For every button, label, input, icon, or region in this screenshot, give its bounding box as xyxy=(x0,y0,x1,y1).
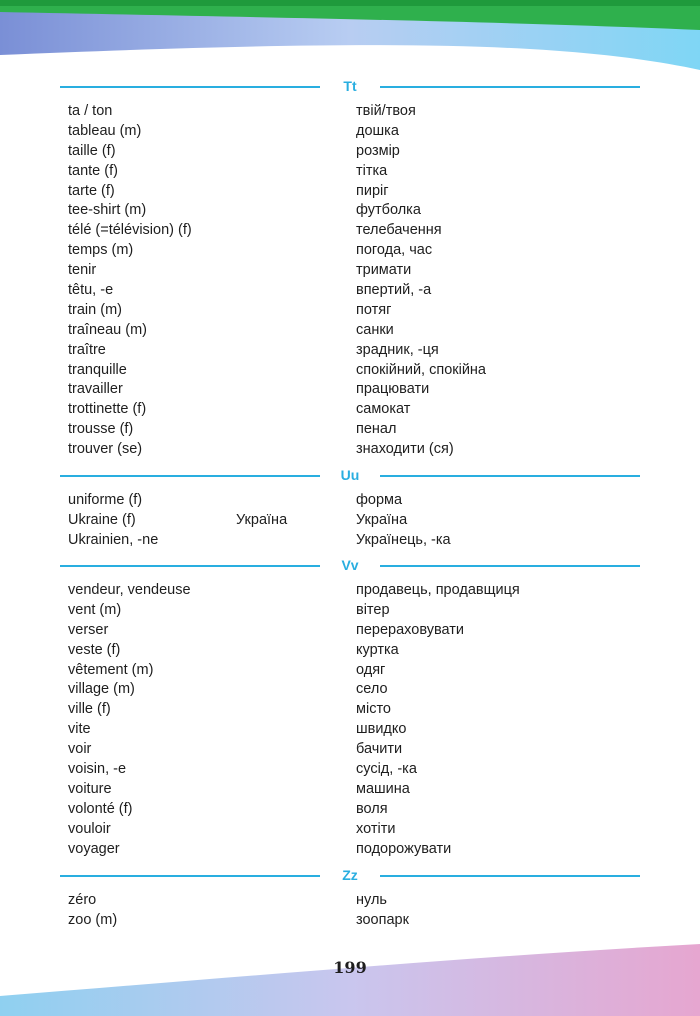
french-word: verser xyxy=(68,621,109,638)
entry-row xyxy=(0,182,700,202)
ukrainian-translation: впертий, -а xyxy=(356,282,432,299)
entry-row xyxy=(0,800,700,820)
ukrainian-translation: вітер xyxy=(356,601,390,618)
divider-line xyxy=(60,475,320,477)
entry-row xyxy=(0,102,700,122)
french-word: temps (m) xyxy=(68,242,134,259)
entry-row xyxy=(0,201,700,221)
section-letter: Tt xyxy=(343,78,357,94)
entry-row xyxy=(0,221,700,241)
french-word: vouloir xyxy=(68,820,111,837)
section-header-u xyxy=(60,465,640,485)
entry-row xyxy=(0,241,700,261)
french-word: voisin, -e xyxy=(68,761,127,778)
entry-row xyxy=(0,261,700,281)
entry-row xyxy=(0,680,700,700)
ukrainian-translation: подорожувати xyxy=(356,840,452,857)
ukrainian-translation: футболка xyxy=(356,202,421,219)
ukrainian-translation: розмір xyxy=(356,142,400,159)
entry-row xyxy=(0,840,700,860)
french-word: voiture xyxy=(68,780,112,797)
entry-row xyxy=(0,281,700,301)
ukrainian-translation: тримати xyxy=(356,262,412,279)
french-word: trouver (se) xyxy=(68,441,143,458)
entry-row xyxy=(0,641,700,661)
french-word: vendeur, vendeuse xyxy=(68,582,191,598)
french-word: voir xyxy=(68,741,92,758)
ukrainian-translation: потяг xyxy=(356,301,392,318)
entries-u xyxy=(0,491,700,551)
section-header-z xyxy=(60,865,640,885)
french-word: trottinette (f) xyxy=(68,401,147,418)
french-word: village (m) xyxy=(68,681,135,698)
entry-row xyxy=(0,661,700,681)
top-decorative-band xyxy=(0,0,700,80)
entry-row xyxy=(0,700,700,720)
ukrainian-translation: знаходити (ся) xyxy=(356,441,454,458)
section-letter: Uu xyxy=(340,467,360,483)
french-word: tarte (f) xyxy=(68,182,115,199)
entries-v xyxy=(0,581,700,859)
french-word: tee-shirt (m) xyxy=(68,202,147,219)
entry-row xyxy=(0,361,700,381)
ukrainian-translation: бачити xyxy=(356,741,403,758)
entry-row xyxy=(0,440,700,460)
french-word: veste (f) xyxy=(68,641,121,658)
entry-row xyxy=(0,820,700,840)
french-word: tranquille xyxy=(68,361,127,378)
entry-row xyxy=(0,511,700,531)
section-header-v xyxy=(60,555,640,575)
entry-row xyxy=(0,491,700,511)
french-word: volonté (f) xyxy=(68,800,133,817)
entry-row xyxy=(0,621,700,641)
ukrainian-translation: зрадник, -ця xyxy=(356,341,439,358)
french-word: vite xyxy=(68,721,91,738)
french-word: trousse (f) xyxy=(68,421,134,438)
entry-row xyxy=(0,531,700,551)
divider-line xyxy=(60,86,320,88)
ukrainian-translation: погода, час xyxy=(356,242,433,259)
entry-row xyxy=(0,740,700,760)
ukrainian-translation: місто xyxy=(356,701,391,718)
french-word: traître xyxy=(68,341,106,358)
french-word: travailler xyxy=(68,381,123,398)
entry-row xyxy=(0,720,700,740)
french-word: ta / ton xyxy=(68,103,113,119)
french-word: Ukraine (f) xyxy=(68,511,136,528)
ukrainian-translation: Українець, -ка xyxy=(356,531,451,548)
entry-row xyxy=(0,122,700,142)
ukrainian-translation: пиріг xyxy=(356,182,389,199)
section-letter: Zz xyxy=(342,867,358,883)
entry-row xyxy=(0,601,700,621)
divider-line xyxy=(60,565,320,567)
ukrainian-translation: воля xyxy=(356,800,388,817)
ukrainian-translation: швидко xyxy=(356,721,407,738)
ukrainian-translation: форма xyxy=(356,492,403,508)
ukrainian-translation: самокат xyxy=(356,401,411,418)
french-word: tableau (m) xyxy=(68,122,142,139)
entry-row xyxy=(0,301,700,321)
french-word: tenir xyxy=(68,262,97,279)
ukrainian-translation: нуль xyxy=(356,892,387,908)
section-header-t xyxy=(60,76,640,96)
french-word: télé (=télévision) (f) xyxy=(68,222,192,239)
entry-row xyxy=(0,420,700,440)
divider-line xyxy=(380,475,640,477)
entry-row xyxy=(0,400,700,420)
entry-row xyxy=(0,341,700,361)
entry-row xyxy=(0,162,700,182)
divider-line xyxy=(60,875,320,877)
ukrainian-translation: твій/твоя xyxy=(356,103,416,119)
entry-row xyxy=(0,911,700,931)
page-number: 199 xyxy=(333,958,367,977)
french-word: tante (f) xyxy=(68,162,118,179)
divider-line xyxy=(380,875,640,877)
ukrainian-translation: Україна xyxy=(356,511,408,528)
ukrainian-translation: одяг xyxy=(356,661,386,678)
french-word: taille (f) xyxy=(68,142,116,159)
french-word: zéro xyxy=(68,892,97,908)
ukrainian-translation: сусід, -ка xyxy=(356,761,417,778)
entry-row xyxy=(0,780,700,800)
ukrainian-translation: куртка xyxy=(356,641,399,658)
middle-note: Україна xyxy=(236,511,288,528)
ukrainian-translation: пенал xyxy=(356,421,397,438)
french-word: ville (f) xyxy=(68,701,111,718)
ukrainian-translation: працювати xyxy=(356,381,430,398)
french-word: traîneau (m) xyxy=(68,321,147,338)
ukrainian-translation: санки xyxy=(356,321,394,338)
french-word: Ukrainien, -ne xyxy=(68,531,159,548)
french-word: voyager xyxy=(68,840,120,857)
ukrainian-translation: продавець, продавщиця xyxy=(356,582,520,598)
ukrainian-translation: тітка xyxy=(356,162,388,179)
french-word: zoo (m) xyxy=(68,911,118,928)
ukrainian-translation: перераховувати xyxy=(356,621,464,638)
entry-row xyxy=(0,321,700,341)
entry-row xyxy=(0,891,700,911)
ukrainian-translation: хотіти xyxy=(356,820,396,837)
entry-row xyxy=(0,760,700,780)
ukrainian-translation: село xyxy=(356,681,388,698)
entry-row xyxy=(0,380,700,400)
divider-line xyxy=(380,565,640,567)
french-word: train (m) xyxy=(68,301,122,318)
entry-row xyxy=(0,581,700,601)
ukrainian-translation: машина xyxy=(356,780,410,797)
french-word: vent (m) xyxy=(68,601,122,618)
ukrainian-translation: зоопарк xyxy=(356,911,409,928)
ukrainian-translation: спокійний, спокійна xyxy=(356,361,486,378)
french-word: têtu, -e xyxy=(68,282,114,299)
divider-line xyxy=(380,86,640,88)
ukrainian-translation: дошка xyxy=(356,122,399,139)
french-word: uniforme (f) xyxy=(68,492,143,508)
ukrainian-translation: телебачення xyxy=(356,222,442,239)
section-letter: Vv xyxy=(341,557,359,573)
french-word: vêtement (m) xyxy=(68,661,154,678)
entry-row xyxy=(0,142,700,162)
entries-t xyxy=(0,102,700,460)
entries-z xyxy=(0,891,700,931)
